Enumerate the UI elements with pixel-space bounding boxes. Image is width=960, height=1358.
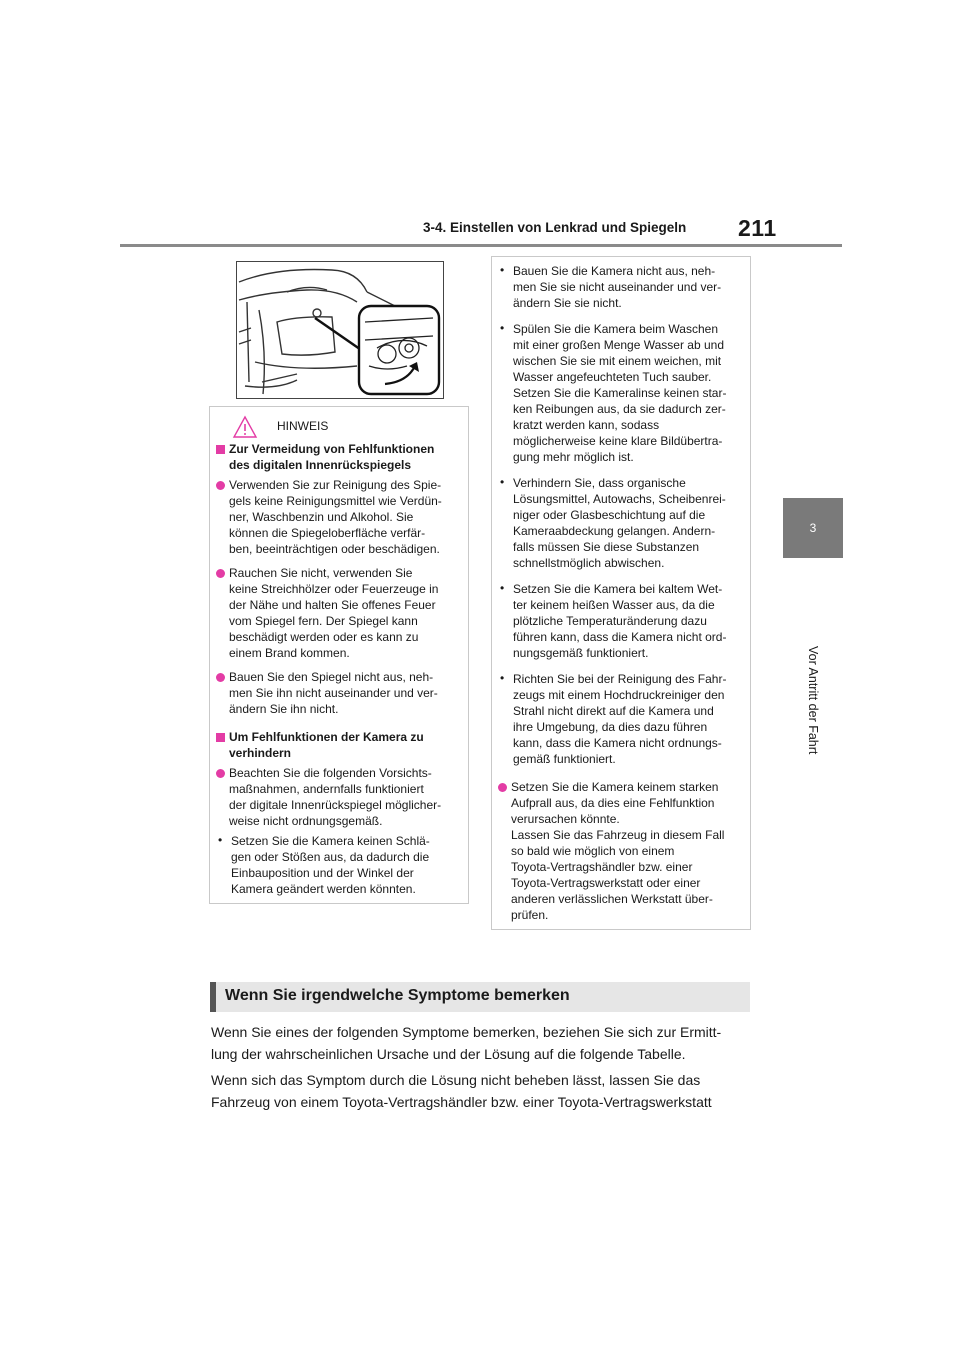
care-item: • Spülen Sie die Kamera beim Waschen mit einer großen Menge Wasser ab und wischen Sie sie mit einem weichen, mit Wasser angefeuchteten Tuch sauber. Setzen Sie die Kameralinse keinen star- ken Reibungen aus, da sie dadurch zer- kratzt werden kann, sodass möglicherweise keine klare Bildübertra- gung mehr möglich ist. — [500, 321, 727, 464]
notice-heading-mirror: Zur Vermeidung von Fehlfunktionen des digitalen Innenrückspiegels — [216, 441, 464, 473]
small-bullet-icon: • — [218, 833, 223, 847]
rear-camera-illustration — [236, 261, 444, 399]
dot-bullet-icon — [498, 783, 507, 792]
square-bullet-icon — [216, 445, 225, 454]
care-item: • Richten Sie bei der Reinigung des Fahr- zeugs mit einem Hochdruckreiniger den Strahl nicht direkt auf die Kamera und ihre Umgebung, da dies dazu führen kann, dass die Kamera nicht ordnungs- gemäß funktioniert. — [500, 671, 727, 766]
dot-bullet-icon — [216, 769, 225, 778]
care-item: • Verhindern Sie, dass organische Lösungsmittel, Autowachs, Scheibenrei- niger oder Glasbeschichtung auf die Kameraabdeckung gelangen. Andern- falls müssen Sie diese Substanzen schnellstmöglich abwischen. — [500, 475, 726, 570]
page-number: 211 — [738, 215, 777, 241]
care-item: Setzen Sie die Kamera keinem starken Aufprall aus, da dies eine Fehlfunktion verursachen könnte. Lassen Sie das Fahrzeug in diesem Fall so bald wie möglich von einem Toyota-Vertragshändler bzw. einer Toyota-Vertragswerkstatt oder einer anderen verlässlichen Werkstatt über- prüfen. — [498, 779, 746, 923]
notice-item: Beachten Sie die folgenden Vorsichts- maßnahmen, andernfalls funktioniert der digitale Innenrückspiegel möglicher- weise nicht ordnungsgemäß. — [216, 765, 464, 829]
small-bullet-icon: • — [500, 581, 505, 595]
symptoms-heading: Wenn Sie irgendwelche Symptome bemerken — [210, 982, 750, 1012]
symptoms-paragraph-2: Wenn sich das Symptom durch die Lösung nicht beheben lässt, lassen Sie das Fahrzeug von einem Toyota-Vertragshändler bzw. einer Toyota-Vertragswerkstatt — [211, 1072, 712, 1110]
notice-heading-camera: Um Fehlfunktionen der Kamera zu verhindern — [216, 729, 464, 761]
warning-triangle-icon — [232, 415, 258, 439]
care-item: • Bauen Sie die Kamera nicht aus, neh- men Sie sie nicht auseinander und ver- ändern Sie sie nicht. — [500, 263, 722, 310]
notice-box — [209, 406, 469, 904]
dot-bullet-icon — [216, 481, 225, 490]
chapter-side-label: Vor Antritt der Fahrt — [806, 646, 820, 755]
notice-item: Rauchen Sie nicht, verwenden Sie keine Streichhölzer oder Feuerzeuge in der Nähe und halten Sie offenes Feuer vom Spiegel fern. Der Spiegel kann beschädigt werden oder es kann zu einem Brand kommen. — [216, 565, 464, 661]
small-bullet-icon: • — [500, 475, 505, 489]
dot-bullet-icon — [216, 569, 225, 578]
small-bullet-icon: • — [500, 671, 505, 685]
square-bullet-icon — [216, 733, 225, 742]
chapter-tab[interactable]: 3 — [783, 498, 843, 558]
section-title: 3-4. Einstellen von Lenkrad und Spiegeln — [423, 220, 687, 235]
header-rule — [120, 244, 842, 247]
notice-label: HINWEIS — [277, 419, 329, 433]
small-bullet-icon: • — [500, 321, 505, 335]
camera-care-box — [491, 256, 751, 930]
notice-item: Bauen Sie den Spiegel nicht aus, neh- men Sie ihn nicht auseinander und ver- ändern Sie ihn nicht. — [216, 669, 464, 717]
notice-header — [232, 415, 462, 439]
care-item: • Setzen Sie die Kamera bei kaltem Wet- ter keinem heißen Wasser aus, da die plötzliche Temperaturänderung dazu führen kann, dass die Kamera nicht ord- nungsgemäß funktioniert. — [500, 581, 727, 660]
notice-item: • Setzen Sie die Kamera keinen Schlä- gen oder Stößen aus, da dadurch die Einbauposition und der Winkel der Kamera geändert werden könnten. — [218, 833, 430, 896]
car-rear-drawing — [237, 262, 443, 398]
heading-accent-bar — [210, 982, 216, 1012]
notice-item: Verwenden Sie zur Reinigung des Spie- gels keine Reinigungsmittel wie Verdün- ner, Waschbenzin und Alkohol. Sie können die Spiegeloberfläche verfär- ben, beeinträchtigen oder beschädigen. — [216, 477, 464, 557]
symptoms-paragraph-1: Wenn Sie eines der folgenden Symptome bemerken, beziehen Sie sich zur Ermitt- lung der wahrscheinlichen Ursache und der Lösung auf die folgende Tabelle. — [211, 1024, 722, 1062]
dot-bullet-icon — [216, 673, 225, 682]
small-bullet-icon: • — [500, 263, 505, 277]
